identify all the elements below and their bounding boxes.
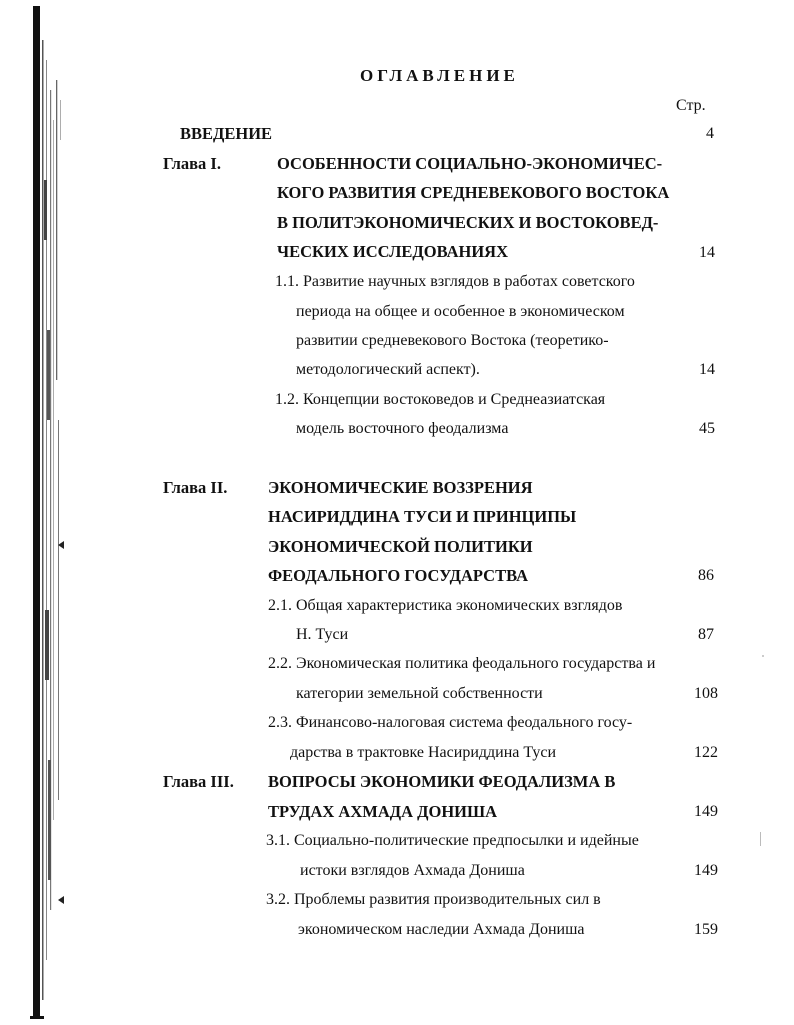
ch1-s2-page: 45 [699,420,715,437]
ch3-s2-page: 159 [694,921,718,938]
ch2-s1-line: 2.1. Общая характеристика экономических взглядов [268,597,623,614]
scan-edge-artifact [0,0,72,1025]
scan-speck [762,655,764,657]
ch3-s1-page: 149 [694,862,718,879]
ch3-page: 149 [694,803,718,820]
ch1-label: Глава I. [163,154,221,173]
ch2-title-line: ФЕОДАЛЬНОГО ГОСУДАРСТВА [268,566,528,585]
ch1-s1-line: развитии средневекового Востока (теоретико- [296,332,609,349]
ch1-title-line: В ПОЛИТЭКОНОМИЧЕСКИХ И ВОСТОКОВЕД- [277,213,659,232]
ch3-title-line: ВОПРОСЫ ЭКОНОМИКИ ФЕОДАЛИЗМА В [268,772,616,791]
ch1-s1-line: методологический аспект). [296,361,480,378]
ch1-s2-line: модель восточного феодализма [296,420,509,437]
ch2-s1-page: 87 [698,626,714,643]
ch3-label: Глава III. [163,772,234,791]
ch3-title-line: ТРУДАХ АХМАДА ДОНИША [268,802,498,821]
scan-speck [760,832,761,846]
ch1-s1-page: 14 [699,361,715,378]
ch1-s1-line: 1.1. Развитие научных взглядов в работах советского [275,273,635,290]
ch2-title-line: ЭКОНОМИЧЕСКИЕ ВОЗЗРЕНИЯ [268,478,533,497]
ch1-s2-line: 1.2. Концепции востоковедов и Среднеазиатская [275,391,606,408]
ch3-s2-line: 3.2. Проблемы развития производительных сил в [266,891,601,908]
ch2-s2-line: категории земельной собственности [296,685,543,702]
ch1-title-line: ОСОБЕННОСТИ СОЦИАЛЬНО-ЭКОНОМИЧЕС- [277,154,663,173]
ch1-title-line: КОГО РАЗВИТИЯ СРЕДНЕВЕКОВОГО ВОСТОКА [277,183,670,202]
ch2-s3-line: 2.3. Финансово-налоговая система феодального госу- [268,714,633,731]
ch2-title-line: ЭКОНОМИЧЕСКОЙ ПОЛИТИКИ [268,537,533,556]
ch2-s2-page: 108 [694,685,718,702]
ch2-page: 86 [698,567,714,584]
ch3-s1-line: 3.1. Социально-политические предпосылки и идейные [266,832,639,849]
ch2-s1-line: Н. Туси [296,626,349,643]
ch1-page: 14 [699,244,715,261]
page-title: ОГЛАВЛЕНИЕ [360,66,519,85]
ch2-label: Глава II. [163,478,228,497]
intro-page: 4 [706,125,714,142]
ch1-s1-line: периода на общее и особенное в экономическом [296,303,625,320]
intro-label: ВВЕДЕНИЕ [180,124,273,143]
ch2-s3-line: дарства в трактовке Насириддина Туси [290,744,557,761]
ch2-s2-line: 2.2. Экономическая политика феодального государства и [268,655,656,672]
ch2-title-line: НАСИРИДДИНА ТУСИ И ПРИНЦИПЫ [268,507,577,526]
ch2-s3-page: 122 [694,744,718,761]
page-column-header: Стр. [676,97,706,114]
ch3-s2-line: экономическом наследии Ахмада Дониша [298,921,585,938]
ch3-s1-line: истоки взглядов Ахмада Дониша [300,862,525,879]
ch1-title-line: ЧЕСКИХ ИССЛЕДОВАНИЯХ [277,242,508,261]
